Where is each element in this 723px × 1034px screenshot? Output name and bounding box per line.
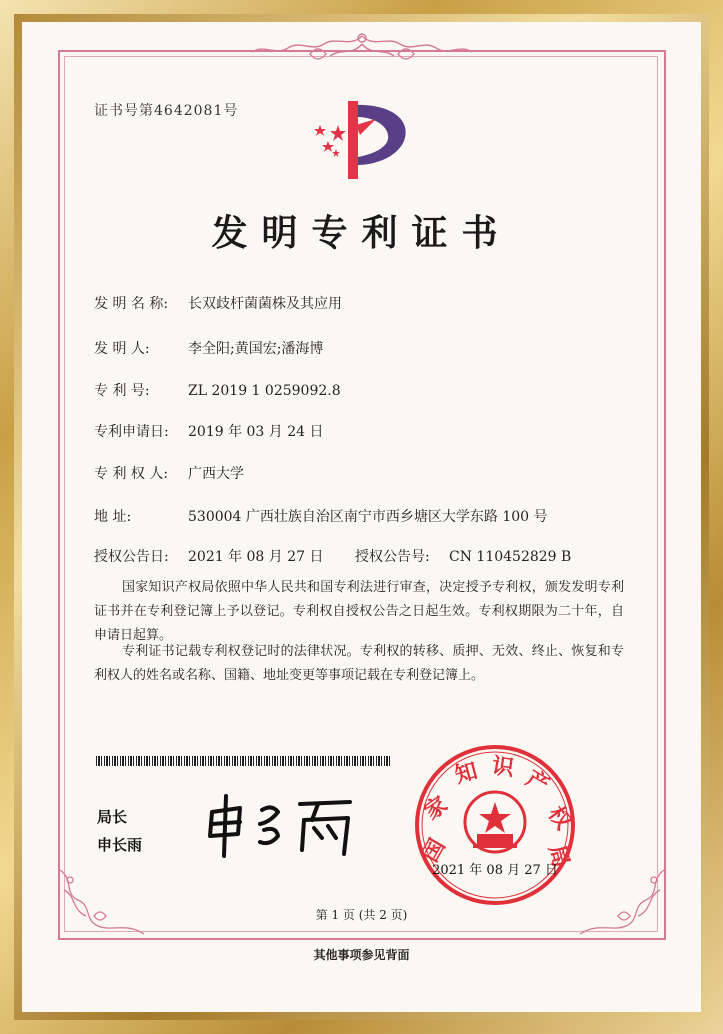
notice-paragraph: 国家知识产权局依照中华人民共和国专利法进行审查，决定授予专利权，颁发发明专利证书并在专利登记簿上予以登记。专利权自授权公告之日起生效。专利权期限为二十年，自申请日起算。: [94, 580, 624, 643]
field-label: 专利申请日:: [94, 424, 169, 440]
field-grant-date: [94, 546, 324, 566]
field-patentee: [94, 463, 244, 483]
field-label: 地 址:: [94, 509, 132, 525]
field-label: 授权公告日:: [94, 549, 169, 565]
field-label: 发 明 名 称:: [94, 296, 169, 312]
field-label: 授权公告号:: [355, 549, 430, 565]
field-value: 长双歧杆菌菌株及其应用: [188, 296, 342, 312]
barcode: [96, 756, 390, 766]
field-grant-number: [355, 546, 571, 566]
field-value: 2021 年 08 月 27 日: [188, 549, 324, 565]
corner-ornament-bottom-left: [54, 860, 164, 940]
field-label: 发 明 人:: [94, 341, 150, 357]
director-title: 局长: [97, 808, 128, 826]
field-value: 李全阳;黄国宏;潘海博: [188, 341, 324, 357]
svg-text:知: 知: [452, 758, 481, 789]
svg-text:家: 家: [420, 792, 453, 826]
page-number: 第 1 页 (共 2 页): [315, 908, 408, 922]
footnote: 其他事项参见背面: [313, 948, 410, 962]
certificate-title: 发明专利证书: [211, 212, 512, 254]
field-filing-date: [94, 421, 324, 441]
field-value: 广西大学: [188, 466, 244, 482]
field-label: 专 利 号:: [94, 383, 150, 399]
notice-paragraph: 专利证书记载专利权登记时的法律状况。专利权的转移、质押、无效、终止、恢复和专利权人的姓名或名称、国籍、地址变更等事项记载在专利登记簿上。: [94, 644, 624, 683]
svg-text:识: 识: [490, 753, 516, 782]
field-patent-number: [94, 380, 341, 400]
certificate-number: 证书号第4642081号: [94, 103, 239, 119]
top-ornament: [240, 30, 484, 70]
director-name: 申长雨: [97, 836, 143, 854]
field-address: [94, 506, 548, 526]
field-value: ZL 2019 1 0259092.8: [188, 383, 341, 399]
official-seal: [412, 742, 578, 908]
field-value: CN 110452829 B: [449, 549, 572, 565]
svg-text:权: 权: [542, 802, 576, 835]
field-value: 2019 年 03 月 24 日: [188, 424, 324, 440]
field-value: 530004 广西壮族自治区南宁市西乡塘区大学东路 100 号: [188, 509, 548, 525]
field-label: 专 利 权 人:: [94, 466, 169, 482]
director-signature: [200, 790, 360, 860]
cnipa-logo: [300, 95, 415, 185]
svg-text:局: 局: [543, 842, 574, 871]
seal-date: 2021 年 08 月 27 日: [432, 863, 558, 878]
field-invention-name: [94, 293, 342, 313]
field-inventors: [94, 338, 323, 358]
svg-text:国: 国: [418, 834, 451, 867]
svg-text:产: 产: [521, 766, 554, 799]
